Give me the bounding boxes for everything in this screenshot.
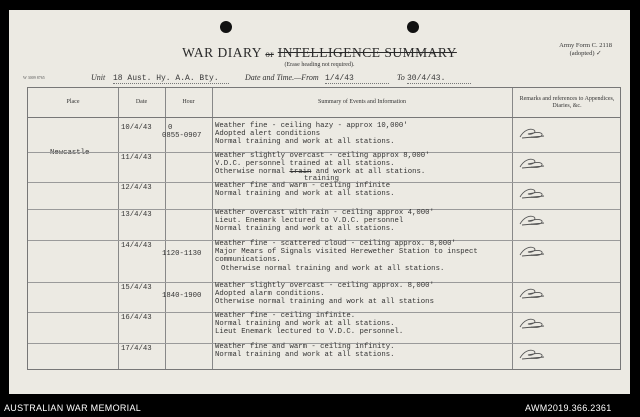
handwritten-initials-icon (518, 213, 546, 227)
summary-line: Weather fine and warm - ceiling infinity. (215, 343, 395, 351)
form-title (9, 45, 630, 61)
army-form-ref (559, 42, 612, 58)
summary-line: communications. (215, 256, 281, 265)
col-header-summary: Summary of Events and Information (318, 99, 406, 105)
unit-value: 18 Aust. Hy. A.A. Bty. (113, 73, 229, 84)
summary-line: Normal training and work at all stations. (215, 190, 395, 199)
to-date: 30/4/43. (407, 73, 471, 84)
entry-hour: 1840-1900 (162, 292, 202, 301)
entry-date: 10/4/43 (121, 124, 152, 132)
summary-line: Weather overcast with rain - ceiling approx 4,000' (215, 209, 434, 217)
entry-date: 15/4/43 (121, 284, 152, 292)
summary-line: Major Mears of Signals visited Herewether Station to inspect (215, 248, 478, 257)
entry-hour: 0855-0907 (162, 132, 202, 141)
summary-line: Adopted alarm conditions. (215, 290, 325, 299)
army-form-adopted: (adopted) ✓ (569, 50, 602, 57)
summary-line: Lieut Enemark lectured to V.D.C. personnel. (215, 328, 404, 337)
summary-line: Weather fine - scattered cloud - ceiling approx. 8,000' (215, 240, 456, 248)
summary-line: Weather fine - ceiling infinite. (215, 312, 356, 320)
entry-date: 17/4/43 (121, 345, 152, 353)
to-label: To (397, 73, 405, 82)
col-header-place: Place (66, 99, 80, 105)
col-header-remarks: Remarks and references to Appendices, Diaries, &c. (519, 95, 615, 109)
form-subtitle: (Erase heading not required). (284, 62, 355, 68)
summary-line: Adopted alert conditions (215, 130, 321, 139)
printer-stamp: W 3009 8765 (23, 75, 45, 80)
summary-line: Otherwise normal train and work at all stations. (215, 168, 426, 177)
title-or: or (265, 49, 274, 59)
footer-institution: AUSTRALIAN WAR MEMORIAL (4, 403, 142, 413)
diary-table (27, 87, 621, 370)
entry-date: 14/4/43 (121, 242, 152, 250)
title-war-diary: WAR DIARY (182, 45, 262, 60)
footer-accession-number: AWM2019.366.2361 (525, 403, 612, 413)
handwritten-initials-icon (518, 286, 546, 300)
handwritten-initials-icon (518, 347, 546, 361)
entry-date: 12/4/43 (121, 184, 152, 192)
handwritten-initials-icon (518, 244, 546, 258)
entry-hour: 1120-1130 (162, 250, 202, 259)
from-date: 1/4/43 (325, 73, 389, 84)
summary-line: Weather slightly overcast - ceiling approx 8,000' (215, 152, 430, 160)
punch-hole-right (407, 21, 419, 33)
summary-line: Normal training and work at all stations. (215, 320, 395, 329)
entry-date: 13/4/43 (121, 211, 152, 219)
entry-date: 11/4/43 (121, 154, 152, 162)
diary-sheet (9, 10, 630, 394)
summary-line: Lieut. Enemark lectured to V.D.C. personnel (215, 217, 404, 226)
summary-line: Weather slightly overcast - ceiling approx. 8,000' (215, 282, 434, 290)
col-header-date: Date (135, 99, 148, 105)
title-intelligence-summary: INTELLIGENCE SUMMARY (277, 45, 457, 60)
handwritten-initials-icon (518, 156, 546, 170)
summary-line: Normal training and work at all stations. (215, 351, 395, 360)
unit-label: Unit (91, 73, 106, 82)
entry-hour: 0 (168, 124, 173, 132)
summary-line: Weather fine - ceiling hazy - approx 10,000' (215, 122, 408, 130)
army-form-number: Army Form C. 2118 (559, 42, 612, 49)
handwritten-initials-icon (518, 316, 546, 330)
date-time-label: Date and Time.—From (245, 73, 319, 82)
summary-line: Normal training and work at all stations. (215, 138, 395, 147)
summary-line: Otherwise normal training and work at all stations. (221, 264, 445, 273)
punch-hole-left (220, 21, 232, 33)
place-newcastle: Newcastle (50, 149, 90, 157)
col-header-hour: Hour (182, 99, 195, 105)
handwritten-initials-icon (518, 126, 546, 140)
summary-line: training (304, 174, 340, 183)
entry-date: 16/4/43 (121, 314, 152, 322)
summary-line: Weather fine and warm - ceiling infinite (215, 182, 391, 190)
summary-line: Normal training and work at all stations. (215, 225, 395, 234)
handwritten-initials-icon (518, 186, 546, 200)
summary-line: V.D.C. personnel trained at all stations. (215, 160, 395, 169)
summary-line: Otherwise normal training and work at all stations (215, 298, 434, 307)
